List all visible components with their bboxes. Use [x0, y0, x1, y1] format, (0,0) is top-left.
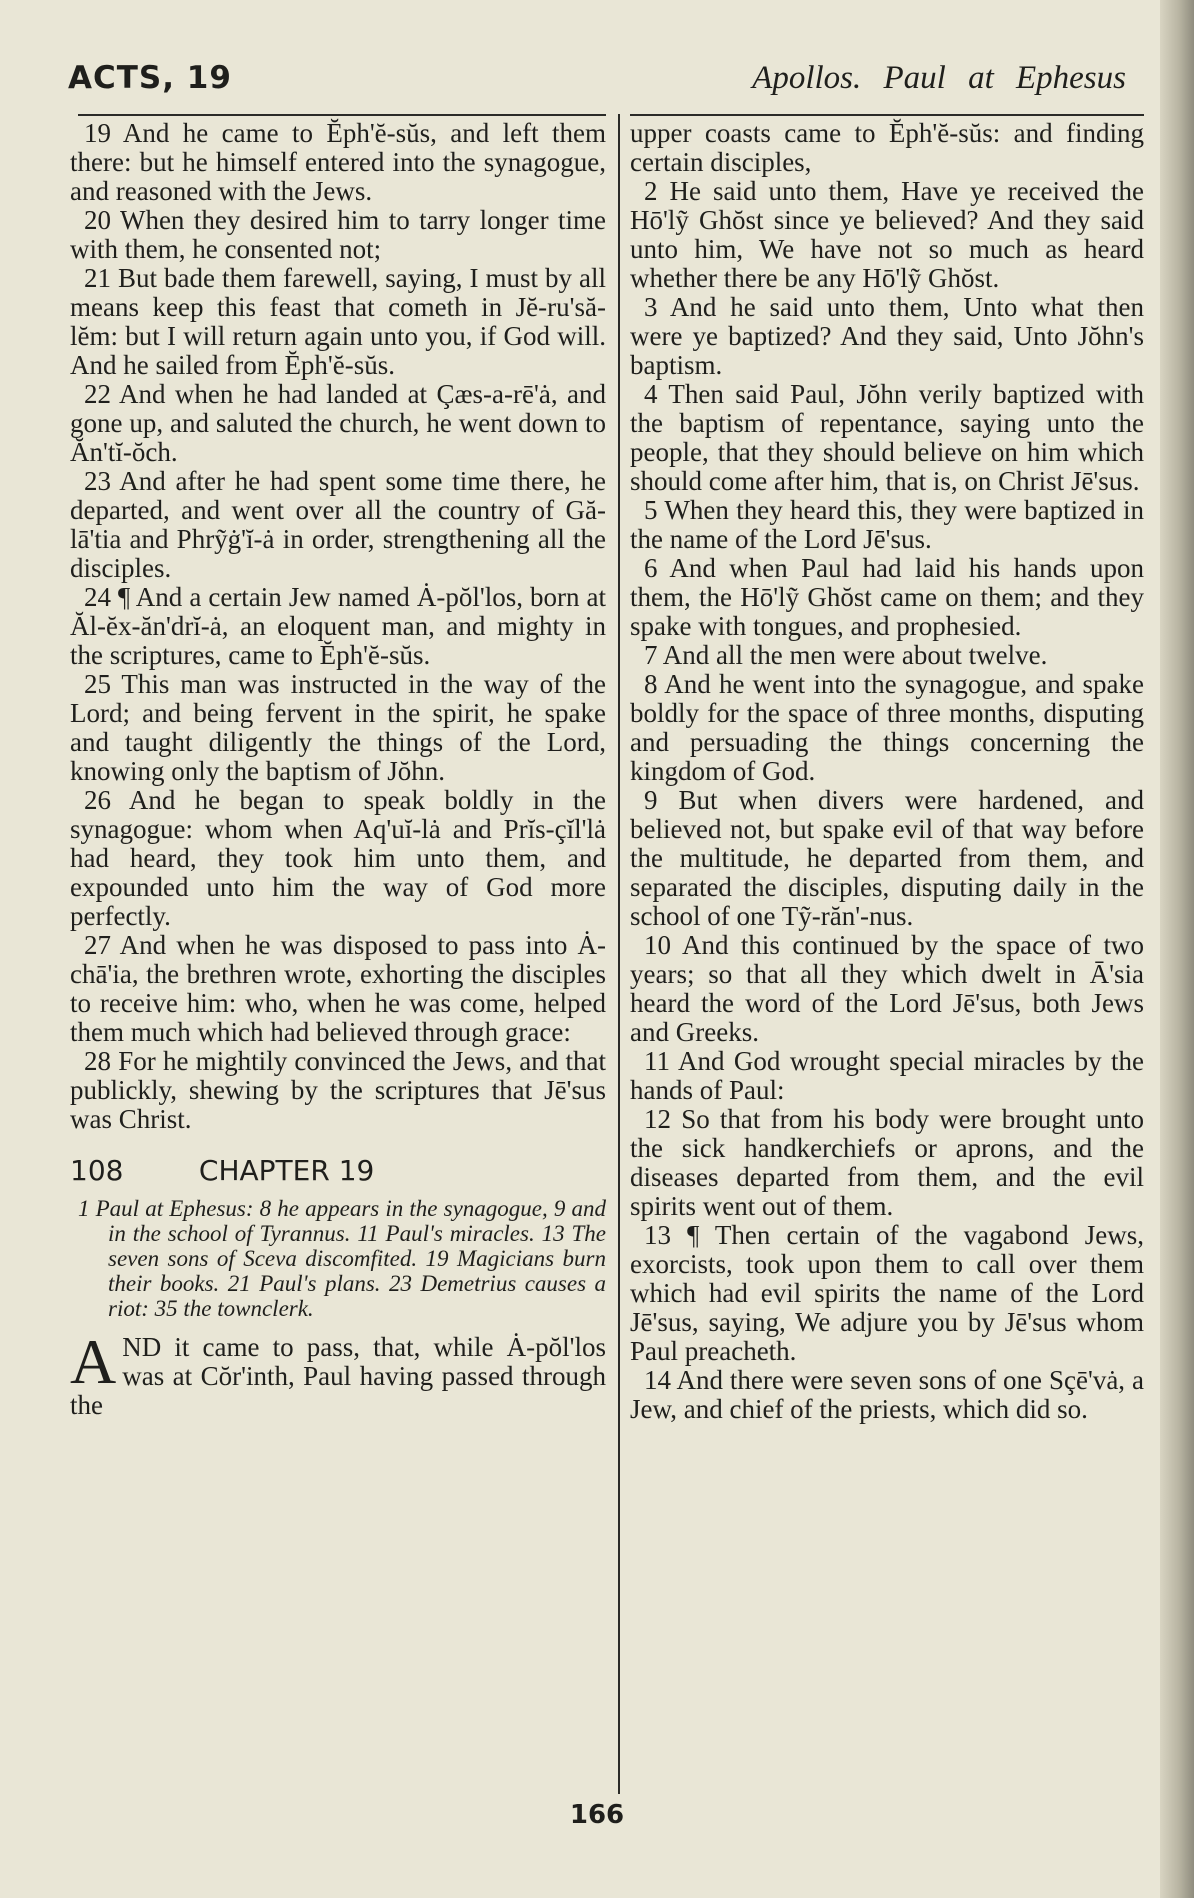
verse-8: 8 And he went into the synagogue, and spake boldly for the space of three months, disputing and persuading the things concerning the kingdom of God. — [630, 669, 1144, 786]
verse-5: 5 When they heard this, they were baptized in the name of the Lord Jē'sus. — [630, 495, 1144, 554]
verse-7: 7 And all the men were about twelve. — [644, 640, 1048, 670]
header-rule-right — [630, 114, 1144, 116]
chapter-ref-number: 108 — [70, 1154, 124, 1187]
drop-cap-initial: A — [70, 1326, 117, 1397]
verse-3: 3 And he said unto them, Unto what then were ye baptized? And they said, Unto Jŏhn's baptism. — [630, 292, 1144, 380]
right-column — [630, 119, 1144, 1424]
verse-22: 22 And when he had landed at Çæs-a-rē'ȧ, and gone up, and saluted the church, he went down to Ăn'tĭ-ŏch. — [70, 379, 606, 467]
verse-23: 23 And after he had spent some time there, he departed, and went over all the country of Gă-lā'tia and Phrỹġ'ĭ-ȧ in order, strengthening all the disciples. — [70, 466, 606, 583]
verse-1-text: ND it came to pass, that, while Ȧ-pŏl'los was at Cŏr'inth, Paul having passed through the — [70, 1332, 606, 1420]
verse-20: 20 When they desired him to tarry longer time with them, he consented not; — [70, 205, 606, 264]
verse-11: 11 And God wrought special miracles by the hands of Paul: — [630, 1046, 1144, 1105]
chapter-heading — [70, 1156, 606, 1190]
verse-13: 13 ¶ Then certain of the vagabond Jews, exorcists, took upon them to call over them which had evil spirits the name of the Lord Jē'sus, saying, We adjure you by Jē'sus whom Paul preacheth. — [630, 1220, 1144, 1366]
verse-1-continued: upper coasts came to Ĕph'ĕ-sŭs: and finding certain disciples, — [630, 118, 1144, 177]
verse-1-opening — [70, 1326, 606, 1420]
page-edge — [1160, 0, 1194, 1898]
left-column — [70, 119, 606, 1420]
book-chapter-heading: ACTS, 19 — [68, 60, 232, 96]
page-number: 166 — [569, 1800, 625, 1830]
chapter-title: CHAPTER 19 — [198, 1154, 375, 1187]
verse-14: 14 And there were seven sons of one Sçē'vȧ, a Jew, and chief of the priests, which did so. — [630, 1365, 1144, 1424]
verse-9: 9 But when divers were hardened, and believed not, but spake evil of that way before the multitude, he departed from them, and separated the disciples, disputing daily in the school of one Tỹ-răn'-nus. — [630, 785, 1144, 931]
verse-19: 19 And he came to Ĕph'ĕ-sŭs, and left them there: but he himself entered into the synagogue, and reasoned with the Jews. — [70, 118, 606, 206]
header-rule-left — [78, 114, 606, 116]
verse-28: 28 For he mightily convinced the Jews, and that publickly, shewing by the scriptures that Jē'sus was Christ. — [70, 1046, 606, 1134]
verse-21: 21 But bade them farewell, saying, I must by all means keep this feast that cometh in Jĕ-ru'să-lĕm: but I will return again unto you, if God will. And he sailed from Ĕph'ĕ-sŭs. — [70, 263, 606, 380]
verse-27: 27 And when he was disposed to pass into Ȧ-chā'ia, the brethren wrote, exhorting the disciples to receive him: who, when he was come, helped them much which had believed through grace: — [70, 930, 606, 1047]
verse-2: 2 He said unto them, Have ye received the Hō'lỹ Ghŏst since ye believed? And they said unto him, We have not so much as heard whether there be any Hō'lỹ Ghŏst. — [630, 176, 1144, 293]
verse-26: 26 And he began to speak boldly in the synagogue: whom when Aq'uĭ-lȧ and Prĭs-çĭl'lȧ had heard, they took him unto them, and expounded unto him the way of God more perfectly. — [70, 785, 606, 931]
verse-10: 10 And this continued by the space of two years; so that all they which dwelt in Ā'sia heard the word of the Lord Jē'sus, both Jews and Greeks. — [630, 930, 1144, 1047]
verse-24: 24 ¶ And a certain Jew named Ȧ-pŏl'los, born at Ăl-ĕx-ăn'drĭ-ȧ, an eloquent man, and mighty in the scriptures, came to Ĕph'ĕ-sŭs. — [70, 582, 606, 670]
column-divider — [618, 114, 620, 1794]
verse-25: 25 This man was instructed in the way of the Lord; and being fervent in the spirit, he spake and taught diligently the things of the Lord, knowing only the baptism of Jŏhn. — [70, 669, 606, 786]
verse-12: 12 So that from his body were brought unto the sick handkerchiefs or aprons, and the diseases departed from them, and the evil spirits went out of them. — [630, 1104, 1144, 1221]
verse-6: 6 And when Paul had laid his hands upon them, the Hō'lỹ Ghŏst came on them; and they spake with tongues, and prophesied. — [630, 553, 1144, 641]
verse-4: 4 Then said Paul, Jŏhn verily baptized with the baptism of repentance, saying unto the people, that they should believe on him which should come after him, that is, on Christ Jē'sus. — [630, 379, 1144, 496]
chapter-summary: 1 Paul at Ephesus: 8 he appears in the synagogue, 9 and in the school of Tyrannus. 11 Paul's miracles. 13 The seven sons of Sceva discomfited. 19 Magicians burn their books. 21 Paul's plans. 23 Demetrius causes a riot: 35 the townclerk. — [78, 1196, 606, 1321]
topic-heading: Apollos. Paul at Ephesus — [752, 60, 1126, 96]
running-header — [68, 58, 1126, 108]
